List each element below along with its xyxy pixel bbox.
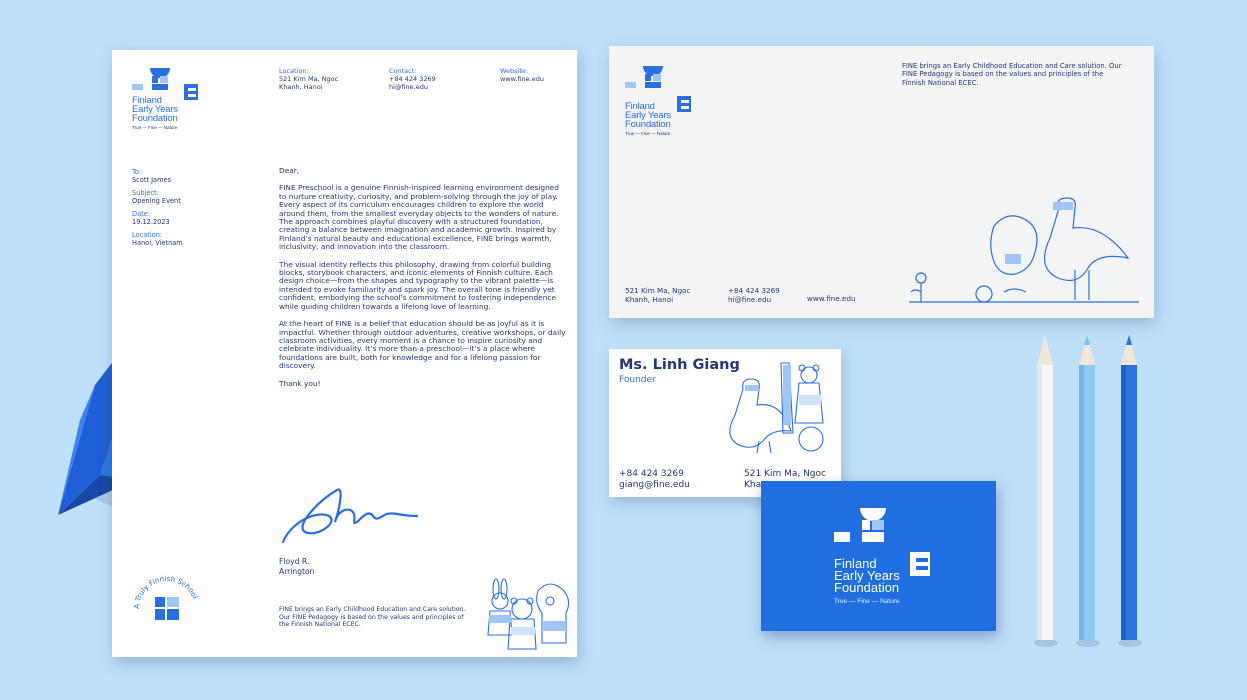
seal-text: A Truly Finnish School [131, 573, 200, 610]
greeting: Dear, [279, 166, 300, 175]
date-value: 19.12.2023 [132, 218, 170, 226]
signer-line2: Arrington [279, 567, 315, 576]
closing: Thank you! [279, 378, 321, 388]
signature [277, 482, 427, 552]
card-address-line2: Kha [744, 479, 762, 490]
card-name: Ms. Linh Giang [619, 357, 740, 373]
card-back-tagline: True — Fine — Nature [834, 598, 900, 605]
letter-website-label: Website: [500, 67, 529, 75]
card-back-logo-line-1: Finland [834, 556, 877, 571]
letter-contact-block [389, 67, 436, 91]
letterhead [112, 50, 577, 657]
meta-location-value: Hanoi, Vietnam [132, 239, 183, 247]
letter-contact-label: Contact: [389, 67, 417, 75]
letter-location-label: Location: [279, 67, 309, 75]
goose-bear-illustration [729, 355, 839, 455]
business-card-front [609, 349, 841, 497]
letter-website-block [500, 67, 544, 83]
card-address-line1: 521 Kim Ma, Ngoc [744, 469, 826, 479]
letter-location-line1: 521 Kim Ma, Ngoc [279, 75, 339, 83]
env-logo-tagline: True — Fine — Nature [625, 131, 671, 136]
logo-tagline: True — Fine — Nature [132, 125, 178, 130]
brand-logo [132, 68, 202, 130]
envelope-contact [728, 287, 780, 304]
subject-value: Opening Event [132, 197, 181, 205]
envelope-description: FINE brings an Early Childhood Education and Care solution. Our FINE Pedagogy is based on the values and principles of the Finnish National ECEC. [902, 62, 1122, 87]
card-email: giang@fine.edu [619, 479, 690, 490]
logo-line-2: Early Years [132, 104, 178, 115]
storybook-characters-illustration [480, 569, 572, 657]
env-website: www.fine.edu [807, 294, 856, 303]
seal-badge-icon [130, 572, 204, 646]
paragraph-1: FINE Preschool is a genuine Finnish-inspired learning environment designed to nurture creativity, curiosity, and problem-solving through the joy of play. Every aspect of its curriculum encourages children to explore the world around them, from the smallest everyday objects to the wonders of nature. The approach combines playful discovery with a structured foundation, creating a balance between imagination and academic growth. Inspired by Finland’s natural beauty and educational excellence, FINE brings warmth, inclusivity, and innovation into the classroom. [279, 183, 560, 252]
light-blue-pencil [1072, 335, 1102, 650]
env-email: hi@fine.edu [728, 294, 772, 304]
blue-pencil [1114, 335, 1144, 650]
signer [279, 557, 314, 577]
goose-hedgehog-illustration [909, 196, 1139, 306]
card-back-logo [834, 508, 932, 605]
letter-meta [132, 168, 183, 252]
card-phone: +84 424 3269 [619, 469, 684, 479]
letter-location-block [279, 67, 338, 91]
card-back-logo-line-3: Foundation [834, 580, 900, 595]
env-phone: +84 424 3269 [728, 286, 780, 295]
card-back-logo-line-2: Early Years [834, 568, 900, 583]
logo-line-3: Foundation [132, 113, 178, 124]
envelope-logo [625, 66, 695, 136]
env-address-line1: 521 Kim Ma, Ngoc [625, 286, 691, 295]
business-card-back [761, 481, 996, 631]
card-title: Founder [619, 375, 656, 385]
env-logo-line-2: Early Years [625, 110, 671, 121]
logo-line-1: Finland [132, 95, 162, 106]
paragraph-3: At the heart of FINE is a belief that education should be as joyful as it is impactful. Whether through outdoor adventures, creative workshops, or daily classroom activities, every moment is a chance to inspire curiosity and celebrate individuality. It’s more than a preschool—it’s a place where foundations are built, both for knowledge and for a lifelong passion for discovery. [279, 319, 566, 371]
meta-location-label: Location: [132, 231, 163, 239]
svg-text:A Truly Finnish School [132, 574, 200, 609]
card-contact [619, 469, 690, 490]
envelope [609, 46, 1154, 318]
env-logo-line-1: Finland [625, 101, 655, 112]
letter-location-line2: Khanh, Hanoi [279, 83, 323, 91]
signer-line1: Floyd R. [279, 557, 310, 566]
letter-email: hi@fine.edu [389, 83, 428, 91]
subject-label: Subject: [132, 189, 159, 197]
env-logo-line-3: Foundation [625, 119, 671, 130]
letter-footer: FINE brings an Early Childhood Education and Care solution. Our FINE Pedagogy is based on the values and principles of the Finnish National ECEC. [279, 606, 466, 629]
to-value: Scott James [132, 176, 172, 184]
letter-website: www.fine.edu [500, 75, 544, 83]
to-label: To: [132, 168, 142, 176]
letter-body [279, 167, 567, 397]
envelope-address [625, 287, 690, 304]
letter-phone: +84 424 3269 [389, 75, 436, 83]
env-address-line2: Khanh, Hanoi [625, 294, 674, 304]
paragraph-2: The visual identity reflects this philosophy, drawing from colorful building blocks, storybook characters, and iconic elements of Finnish culture. Each design choice—from the shapes and typography to the vibrant palette—is intended to evoke familiarity and spark joy. The overall tone is friendly yet confident, embodying the school’s commitment to fostering independence while guiding children towards a lifelong love of learning. [279, 259, 557, 311]
white-pencil [1030, 335, 1060, 650]
date-label: Date: [132, 210, 150, 218]
